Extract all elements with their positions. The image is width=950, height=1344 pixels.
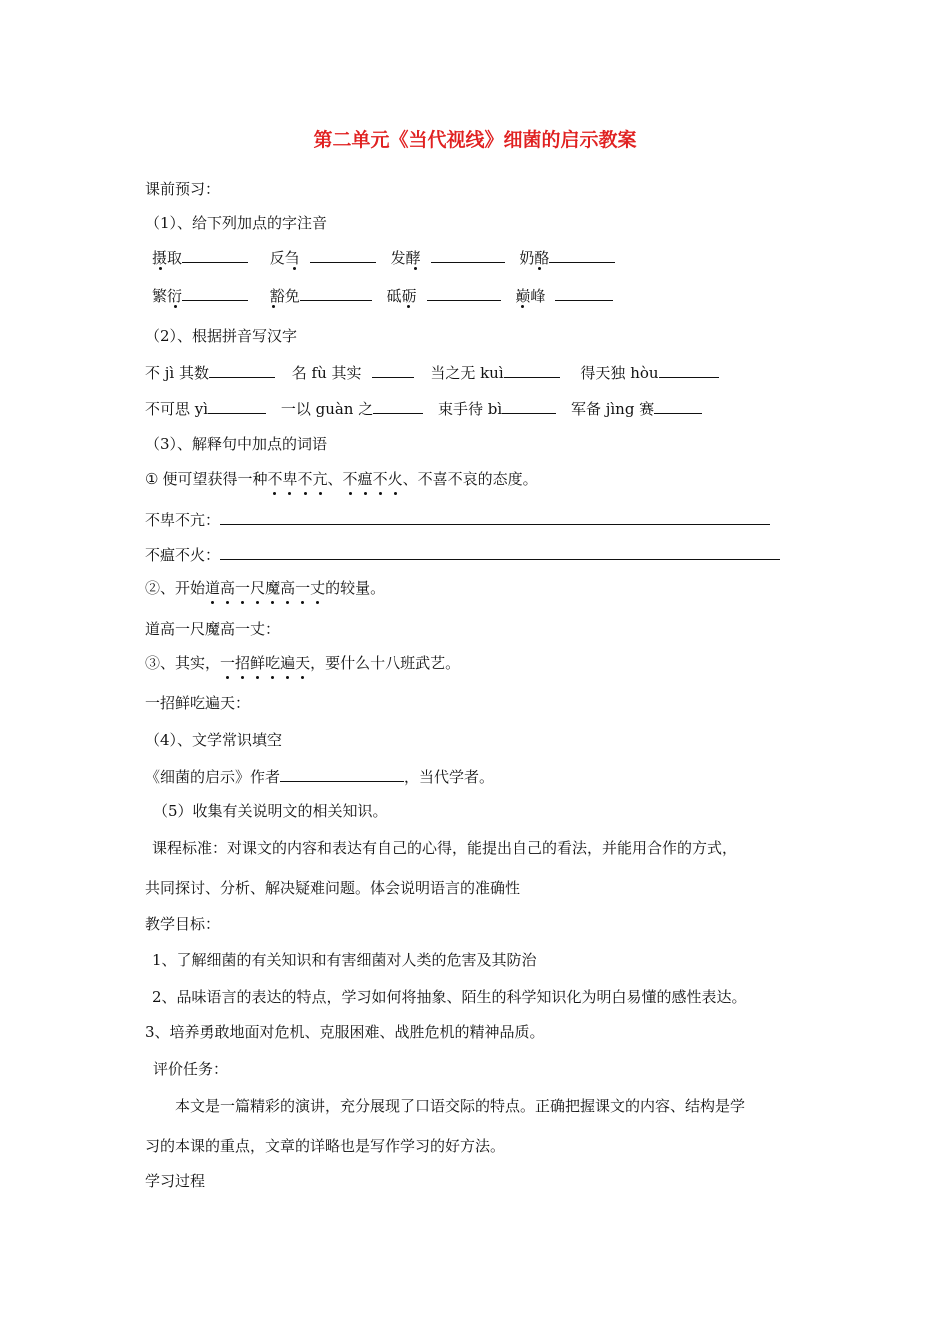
q2-label: （2）、根据拼音写汉字 <box>145 327 298 345</box>
dotted-char: 丈 <box>310 579 326 597</box>
dotted-char: 鲜 <box>250 654 266 672</box>
goal-item: 2、品味语言的表达的特点，学习如何将抽象、陌生的科学知识化为明白易懂的感性表达。 <box>152 988 747 1006</box>
dotted-char: 高 <box>220 579 236 597</box>
answer-line-3: 道高一尺魔高一丈： <box>145 620 281 638</box>
pinyin-item: 军备 jìng 赛 <box>570 400 655 418</box>
q1-label: （1）、给下列加点的字注音 <box>145 214 328 232</box>
answer-line-4: 一招鲜吃遍天： <box>145 694 251 712</box>
goal-item: 1、了解细菌的有关知识和有害细菌对人类的危害及其防治 <box>152 951 537 969</box>
pinyin-item: 得天独 hòu <box>580 364 659 382</box>
dotted-char: 不 <box>267 470 283 488</box>
pinyin-item: 不 jì 其数 <box>145 364 209 382</box>
answer-blank[interactable] <box>310 247 376 263</box>
pinyin-item: 当之无 kuì <box>430 364 504 382</box>
dotted-char: 道 <box>205 579 221 597</box>
dotted-char: 高 <box>280 579 296 597</box>
answer-blank[interactable] <box>555 285 613 301</box>
answer-blank[interactable] <box>182 285 248 301</box>
answer-blank[interactable] <box>300 285 372 301</box>
goal-item: 3、培养勇敢地面对危机、克服困难、战胜危机的精神品质。 <box>145 1023 545 1041</box>
answer-line-1: 不卑不亢： <box>145 509 770 530</box>
pinyin-item: 名 fù 其实 <box>291 364 362 382</box>
q1-word: 繁衍 <box>152 287 183 305</box>
dotted-phrase <box>267 470 327 488</box>
answer-blank[interactable] <box>220 544 780 560</box>
pinyin-item: 一以 guàn 之 <box>280 400 374 418</box>
answer-blank[interactable] <box>659 362 719 378</box>
answer-blank[interactable] <box>182 247 248 263</box>
q1-word: 奶酪 <box>519 249 550 267</box>
q4-label: （4）、文学常识填空 <box>145 731 283 749</box>
dotted-char: 遍 <box>280 654 296 672</box>
q5-label: （5）收集有关说明文的相关知识。 <box>153 802 388 820</box>
dotted-char: 吃 <box>265 654 281 672</box>
answer-blank[interactable] <box>427 285 501 301</box>
q1-row-2 <box>152 285 613 306</box>
answer-blank[interactable] <box>504 362 560 378</box>
dotted-char: 不 <box>297 470 313 488</box>
standard-line-2: 共同探讨、分析、解决疑难问题。体会说明语言的准确性 <box>145 879 521 897</box>
q4-line: 《细菌的启示》作者 ，当代学者。 <box>145 768 495 786</box>
dotted-char: 一 <box>295 579 311 597</box>
answer-blank[interactable] <box>502 398 556 414</box>
evaluation-heading: 评价任务： <box>153 1060 229 1078</box>
answer-blank[interactable] <box>280 766 404 782</box>
answer-blank[interactable] <box>208 398 266 414</box>
evaluation-line-1: 本文是一篇精彩的演讲，充分展现了口语交际的特点。正确把握课文的内容、结构是学 <box>175 1097 746 1115</box>
pinyin-item: 束手待 bì <box>438 400 503 418</box>
dotted-char: 一 <box>235 579 251 597</box>
dotted-char: 卑 <box>282 470 298 488</box>
answer-blank[interactable] <box>373 398 423 414</box>
answer-blank[interactable] <box>372 362 414 378</box>
q1-word: 发酵 <box>390 249 421 267</box>
dotted-char: 天 <box>295 654 311 672</box>
q1-word: 反刍 <box>269 249 300 267</box>
q1-row-1 <box>152 247 615 268</box>
q2-row-1 <box>145 362 719 383</box>
evaluation-line-2: 习的本课的重点，文章的详略也是写作学习的好方法。 <box>145 1137 506 1155</box>
dotted-char: 不 <box>342 470 358 488</box>
dotted-char: 尺 <box>250 579 266 597</box>
answer-blank[interactable] <box>220 509 770 525</box>
dotted-char: 亢 <box>312 470 328 488</box>
document-title: 第二单元《当代视线》细菌的启示教案 <box>313 129 637 151</box>
dotted-char: 瘟 <box>357 470 373 488</box>
q3-sentence-2: ②、开始道高一尺魔高一丈的较量。 <box>145 579 386 597</box>
q3-sentence-1: ① 便可望获得一种不卑不亢、不瘟不火、不喜不哀的态度。 <box>145 470 538 488</box>
process-heading: 学习过程 <box>145 1172 206 1190</box>
dotted-char: 魔 <box>265 579 281 597</box>
pinyin-item: 不可思 yì <box>145 400 209 418</box>
q3-sentence-3: ③、其实，一招鲜吃遍天，要什么十八班武艺。 <box>145 654 461 672</box>
answer-blank[interactable] <box>654 398 702 414</box>
dotted-phrase <box>205 579 325 597</box>
answer-blank[interactable] <box>431 247 505 263</box>
goals-heading: 教学目标： <box>145 915 221 933</box>
q2-row-2 <box>145 398 702 419</box>
dotted-char: 不 <box>372 470 388 488</box>
dotted-char: 一 <box>220 654 236 672</box>
answer-blank[interactable] <box>209 362 275 378</box>
q1-word: 巅峰 <box>515 287 546 305</box>
q1-word: 摄取 <box>152 249 183 267</box>
dotted-phrase <box>220 654 310 672</box>
dotted-char: 招 <box>235 654 251 672</box>
answer-blank[interactable] <box>549 247 615 263</box>
q1-word: 砥砺 <box>386 287 417 305</box>
dotted-phrase <box>343 470 403 488</box>
dotted-char: 火 <box>387 470 403 488</box>
q3-label: （3）、解释句中加点的词语 <box>145 435 328 453</box>
q1-word: 豁免 <box>269 287 300 305</box>
answer-line-2: 不瘟不火： <box>145 544 780 565</box>
standard-line-1: 课程标准：对课文的内容和表达有自己的心得，能提出自己的看法，并能用合作的方式， <box>152 839 738 857</box>
preview-heading: 课前预习： <box>145 180 221 198</box>
